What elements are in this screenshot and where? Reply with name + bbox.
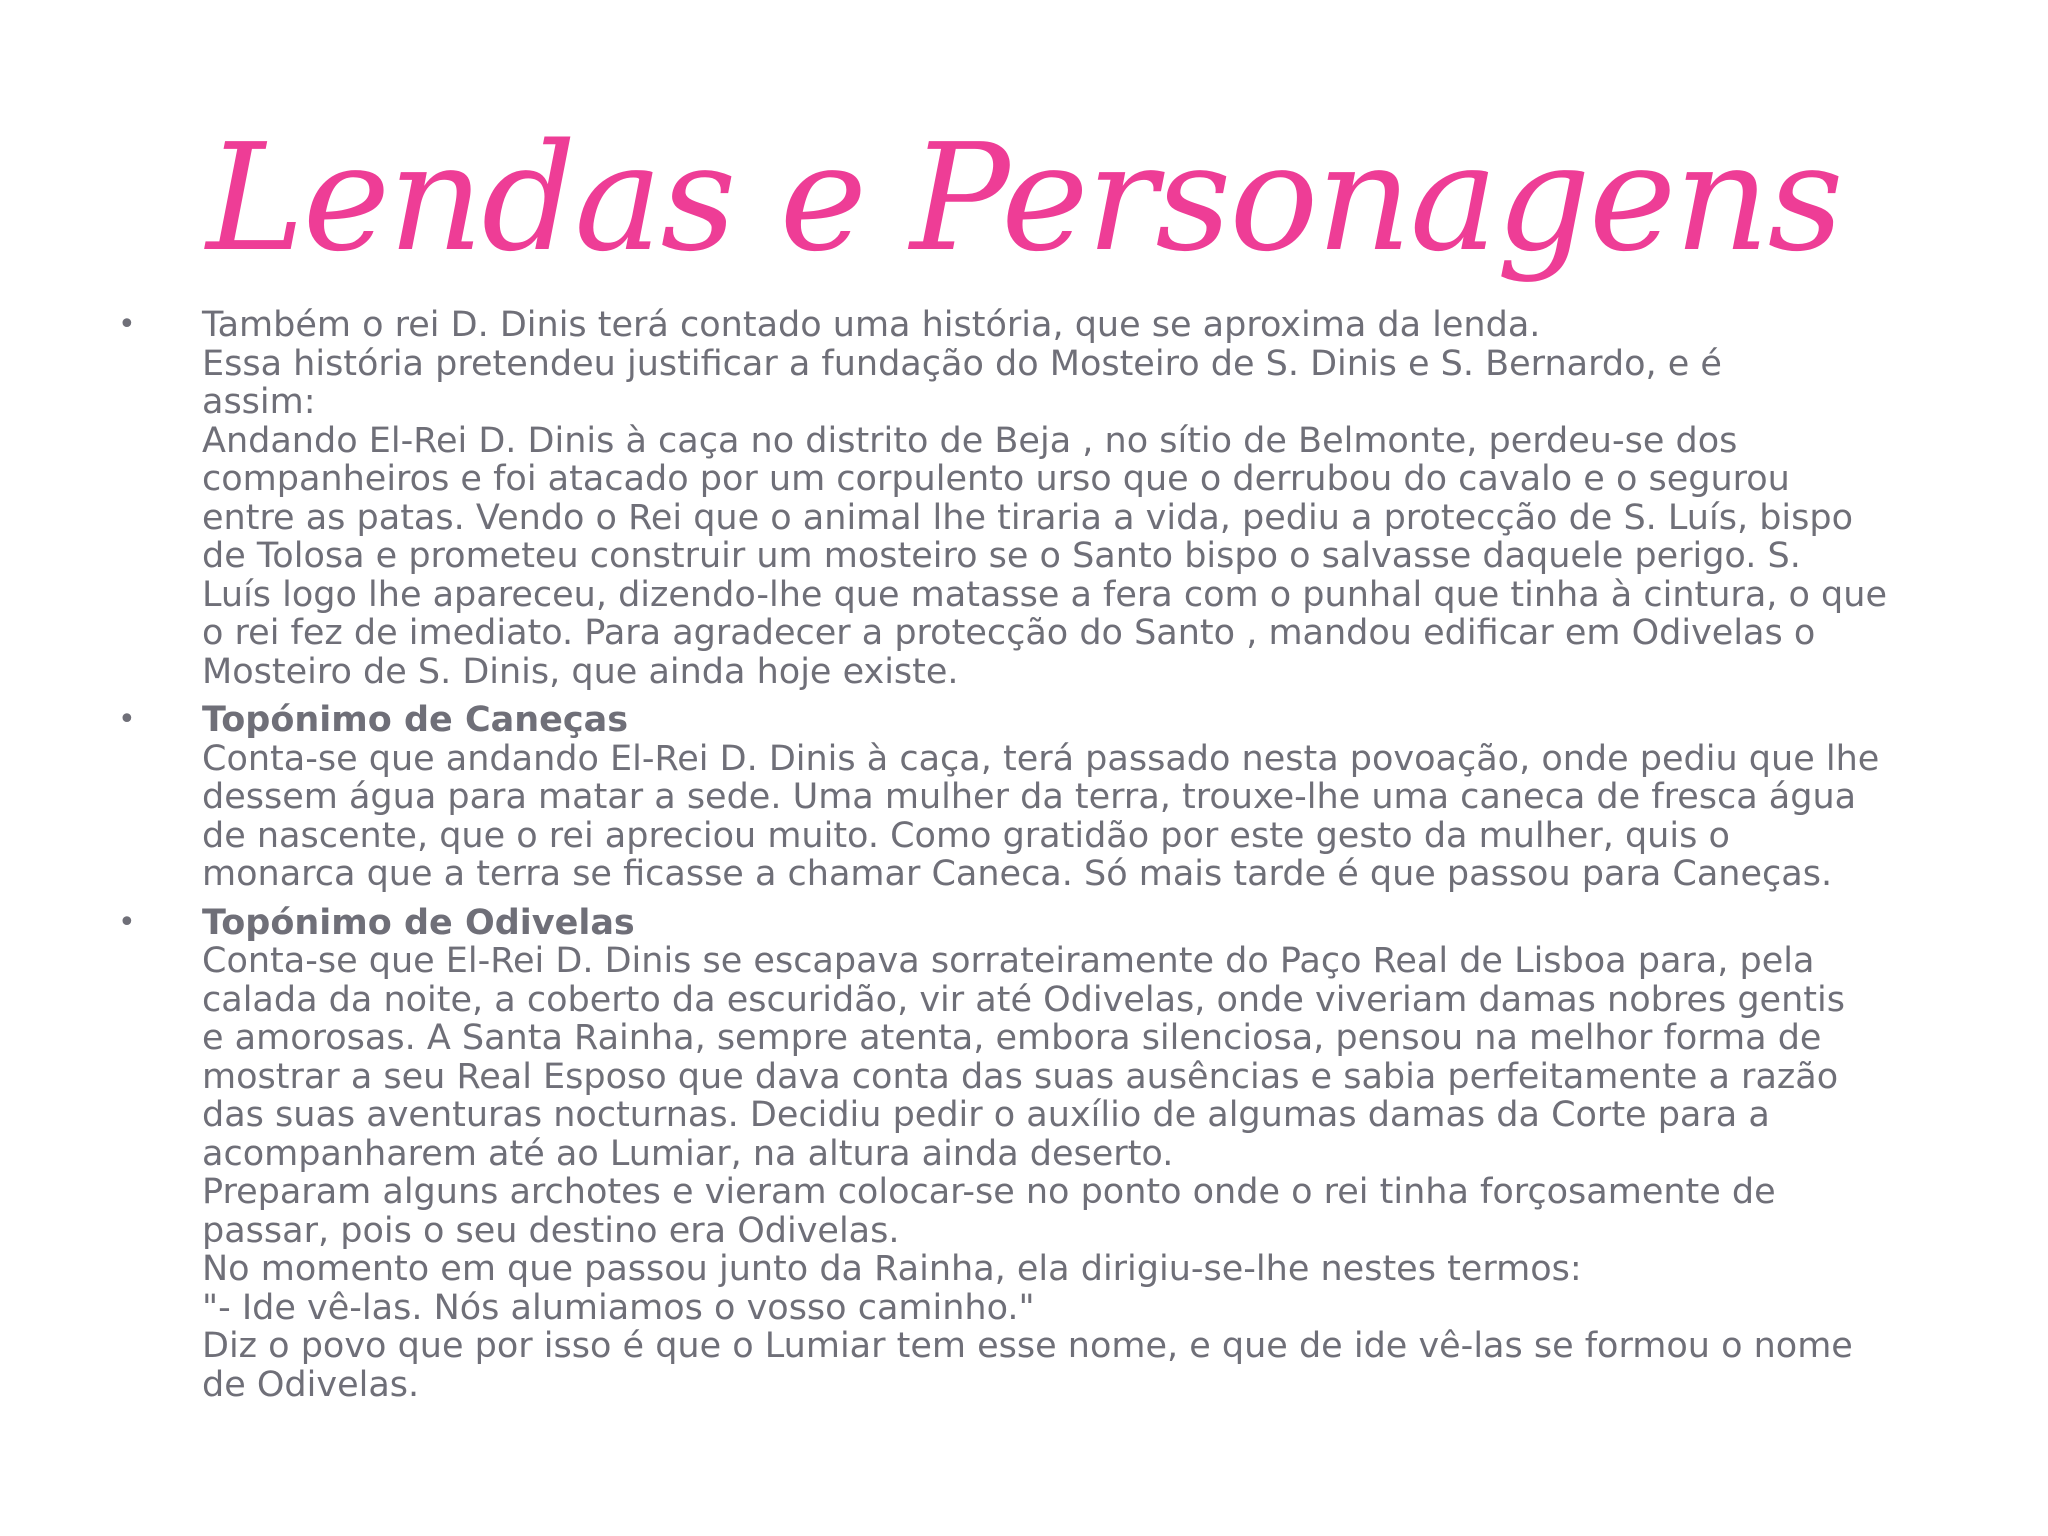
text-line: acompanharem até ao Lumiar, na altura ainda deserto. bbox=[202, 1133, 1174, 1174]
text-line: companheiros e foi atacado por um corpulento urso que o derrubou do cavalo e o segurou bbox=[202, 459, 1790, 499]
text-line: No momento em que passou junto da Rainha, ela dirigiu-se-lhe nestes termos: bbox=[202, 1249, 1582, 1289]
section-heading-canecas: Topónimo de Caneças bbox=[202, 700, 629, 740]
text-line: "- Ide vê-las. Nós alumiamos o vosso caminho." bbox=[202, 1287, 1035, 1328]
text-line: e amorosas. A Santa Rainha, sempre atenta, embora silenciosa, pensou na melhor forma de bbox=[202, 1018, 1822, 1058]
text-line: Conta-se que El-Rei D. Dinis se escapava sorrateiramente do Paço Real de Lisboa para, pela bbox=[202, 941, 1815, 981]
bullet-icon: • bbox=[118, 702, 136, 737]
text-line: de Tolosa e prometeu construir um mosteiro se o Santo bispo o salvasse daquele perigo. S. bbox=[202, 536, 1801, 576]
text-line: calada da noite, a coberto da escuridão, vir até Odivelas, onde viveriam damas nobres gentis bbox=[202, 979, 1845, 1020]
text-line: passar, pois o seu destino era Odivelas. bbox=[202, 1210, 900, 1251]
text-line: entre as patas. Vendo o Rei que o animal lhe tiraria a vida, pediu a protecção de S. Luís, bispo bbox=[202, 497, 1853, 538]
text-line: mostrar a seu Real Esposo que dava conta das suas ausências e sabia perfeitamente a razão bbox=[202, 1056, 1839, 1097]
text-line: o rei fez de imediato. Para agradecer a protecção do Santo , mandou edificar em Odivelas o bbox=[202, 613, 1816, 653]
text-line: monarca que a terra se ficasse a chamar Caneca. Só mais tarde é que passou para Caneças. bbox=[202, 854, 1833, 894]
section-heading-odivelas: Topónimo de Odivelas bbox=[202, 902, 635, 943]
bullet-icon: • bbox=[118, 307, 136, 342]
text-line: assim: bbox=[202, 382, 316, 422]
list-item bbox=[118, 904, 1948, 1405]
text-line: Conta-se que andando El-Rei D. Dinis à caça, terá passado nesta povoação, onde pediu que lhe bbox=[202, 738, 1880, 779]
bullet-list bbox=[118, 306, 1948, 1414]
text-line: dessem água para matar a sede. Uma mulher da terra, trouxe-lhe uma caneca de fresca água bbox=[202, 777, 1857, 817]
text-line: Também o rei D. Dinis terá contado uma história, que se aproxima da lenda. bbox=[202, 305, 1541, 345]
text-line: Diz o povo que por isso é que o Lumiar tem esse nome, e que de ide vê-las se formou o nome bbox=[202, 1326, 1853, 1366]
text-line: Luís logo lhe apareceu, dizendo-lhe que matasse a fera com o punhal que tinha à cintura, o que bbox=[202, 574, 1887, 615]
list-item bbox=[118, 701, 1948, 894]
text-line: Mosteiro de S. Dinis, que ainda hoje existe. bbox=[202, 651, 959, 692]
text-line: Essa história pretendeu justificar a fundação do Mosteiro de S. Dinis e S. Bernardo, e é bbox=[202, 343, 1722, 384]
text-line: Preparam alguns archotes e vieram colocar-se no ponto onde o rei tinha forçosamente de bbox=[202, 1172, 1776, 1212]
list-item bbox=[118, 306, 1948, 691]
text-line: de nascente, que o rei apreciou muito. Como gratidão por este gesto da mulher, quis o bbox=[202, 815, 1730, 856]
bullet-icon: • bbox=[118, 904, 136, 940]
text-line: das suas aventuras nocturnas. Decidiu pedir o auxílio de algumas damas da Corte para a bbox=[202, 1095, 1770, 1135]
text-line: de Odivelas. bbox=[202, 1364, 420, 1405]
text-line: Andando El-Rei D. Dinis à caça no distrito de Beja , no sítio de Belmonte, perdeu-se dos bbox=[202, 420, 1738, 461]
slide-title: Lendas e Personagens bbox=[206, 112, 1842, 284]
